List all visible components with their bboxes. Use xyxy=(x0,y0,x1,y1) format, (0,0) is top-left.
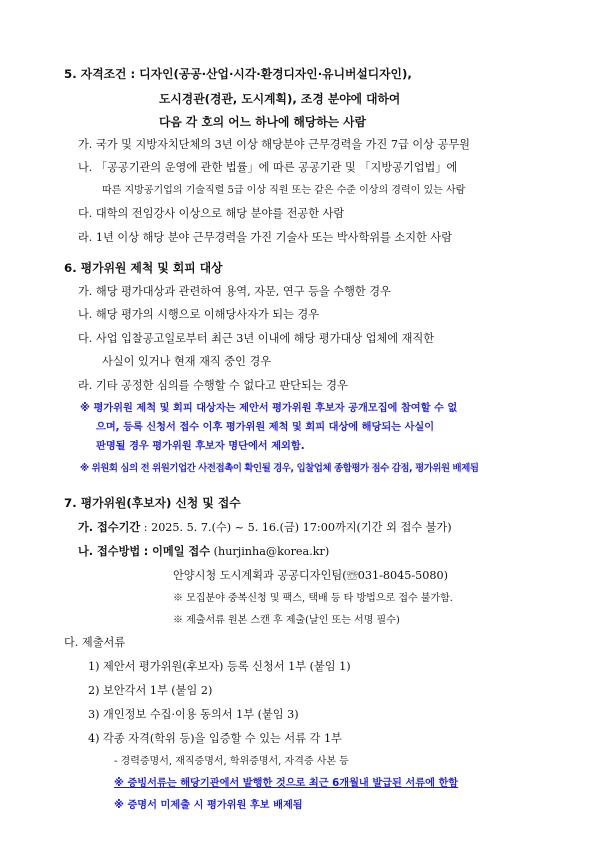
final-note-1: ※ 증빙서류는 해당기관에서 발행한 것으로 최근 6개월내 발급된 서류에 한함 xyxy=(114,778,459,789)
section-6-note-1a: ※ 평가위원 제척 및 회피 대상자는 제안서 평가위원 후보자 공개모집에 참여할 수 없 xyxy=(80,403,458,414)
docs-item-1: 1) 제안서 평가위원(후보자) 등록 신청서 1부 (붙임 1) xyxy=(88,660,351,673)
docs-title: 다. 제출서류 xyxy=(64,636,126,649)
section-5-item-da: 다. 대학의 전임강사 이상으로 해당 분야를 전공한 사람 xyxy=(78,207,345,220)
section-5-item-na-cont: 따른 지방공기업의 기술직렬 5급 이상 직원 또는 같은 수준 이상의 경력이 있는 사람 xyxy=(102,185,466,196)
period-row xyxy=(78,520,452,536)
section-6-item-na: 나. 해당 평가의 시행으로 이해당사자가 되는 경우 xyxy=(78,308,320,321)
period-label: 가. 접수기간 xyxy=(78,521,141,534)
section-5-item-ra: 라. 1년 이상 해당 분야 근무경력을 가진 기술사 또는 박사학위를 소지한 사람 xyxy=(78,231,453,244)
section-6-note-2: ※ 위원회 심의 전 위원기업간 사전접촉이 확인될 경우, 입찰업체 종합평가 점수 감점, 평가위원 배제됨 xyxy=(80,463,479,474)
section-5-title-line1: 5. 자격조건 : 디자인(공공·산업·시각·환경디자인·유니버설디자인), xyxy=(64,67,412,81)
section-6-item-da-cont: 사실이 있거나 현재 재직 중인 경우 xyxy=(102,355,272,368)
section-6-title: 6. 평가위원 제척 및 회피 대상 xyxy=(64,261,223,275)
section-5-title-line2: 도시경관(경관, 도시계획), 조경 분야에 대하여 xyxy=(159,92,401,106)
method-label: 나. 접수방법 xyxy=(78,545,141,558)
method-value: : 이메일 접수 xyxy=(143,545,211,558)
method-row xyxy=(78,544,329,560)
section-5-item-ga: 가. 국가 및 지방자치단체의 3년 이상 해당분야 근무경력을 가진 7급 이상 공무원 xyxy=(78,138,470,151)
contact-line: 안양시청 도시계획과 공공디자인팀(☏031-8045-5080) xyxy=(173,569,448,582)
final-note-2: ※ 증명서 미제출 시 평가위원 후보 배제됨 xyxy=(114,800,303,811)
docs-item-2: 2) 보안각서 1부 (붙임 2) xyxy=(88,684,213,697)
docs-item-4-sub: - 경력증명서, 재직증명서, 학위증명서, 자격증 사본 등 xyxy=(114,756,349,767)
method-note-2: ※ 제출서류 원본 스캔 후 제출(날인 또는 서명 필수) xyxy=(173,615,400,626)
section-6-item-ga: 가. 해당 평가대상과 관련하여 용역, 자문, 연구 등을 수행한 경우 xyxy=(78,285,391,298)
docs-item-4: 4) 각종 자격(학위 등)을 입증할 수 있는 서류 각 1부 xyxy=(88,732,342,745)
section-6-note-1c: 판명될 경우 평가위원 후보자 명단에서 제외함. xyxy=(96,441,305,452)
section-6-item-da: 다. 사업 입찰공고일로부터 최근 3년 이내에 해당 평가대상 업체에 재직한 xyxy=(78,332,435,345)
section-6-item-ra: 라. 기타 공정한 심의를 수행할 수 없다고 판단되는 경우 xyxy=(78,379,348,392)
section-5-title-line3: 다음 각 호의 어느 하나에 해당하는 사람 xyxy=(159,115,366,129)
period-value: : 2025. 5. 7.(수) ~ 5. 16.(금) 17:00까지(기간 외 접수 불가) xyxy=(143,521,452,534)
section-6-note-1b: 으며, 등록 신청서 접수 이후 평가위원 제척 및 회피 대상에 해당되는 사실이 xyxy=(96,422,435,433)
method-email: (hurjinha@korea.kr) xyxy=(213,545,330,558)
section-7-title: 7. 평가위원(후보자) 신청 및 접수 xyxy=(64,496,241,510)
method-note-1: ※ 모집분야 중복신청 및 팩스, 택배 등 타 방법으로 접수 불가함. xyxy=(173,593,453,604)
docs-item-3: 3) 개인정보 수집·이용 동의서 1부 (붙임 3) xyxy=(88,708,299,721)
section-5-item-na: 나. 「공공기관의 운영에 관한 법률」에 따른 공공기관 및 「지방공기업법」에 xyxy=(78,161,458,174)
